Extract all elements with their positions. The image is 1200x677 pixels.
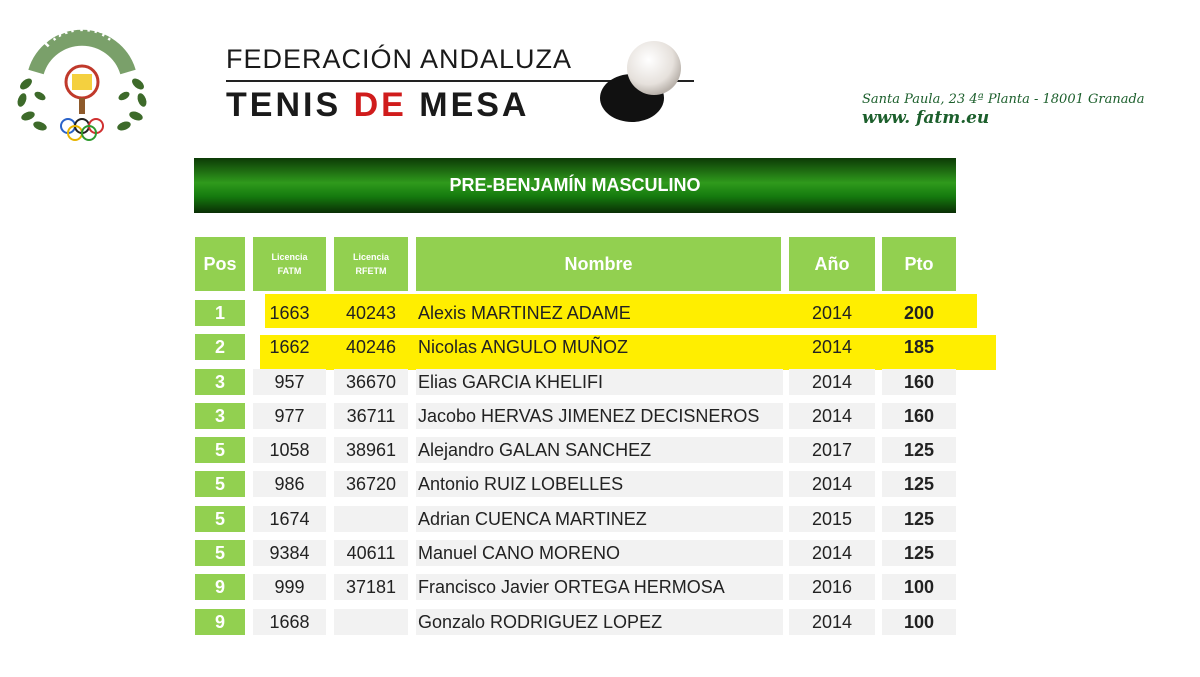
row-9-points: 100 (882, 574, 956, 600)
brand-word-de: DE (353, 86, 407, 124)
row-6-points: 125 (882, 471, 956, 497)
row-6-name: Antonio RUIZ LOBELLES (416, 471, 783, 497)
row-3-rfetm: 36670 (334, 369, 408, 395)
row-6-fatm: 986 (253, 471, 326, 497)
row-1-pos: 1 (195, 300, 245, 326)
row-2-points: 185 (903, 336, 935, 357)
row-5-pos: 5 (195, 437, 245, 463)
address: Santa Paula, 23 4ª Planta - 18001 Granada (862, 92, 1145, 107)
row-2-year: 2014 (811, 336, 853, 357)
row-9-fatm: 999 (253, 574, 326, 600)
row-10-pos: 9 (195, 609, 245, 635)
row-10-year: 2014 (789, 609, 875, 635)
col-header-license-rfetm (334, 237, 408, 291)
row-10-name: Gonzalo RODRIGUEZ LOPEZ (416, 609, 783, 635)
row-2-name: Nicolas ANGULO MUÑOZ (418, 336, 629, 357)
row-1-year: 2014 (811, 302, 853, 323)
category-title: PRE-BENJAMÍN MASCULINO (449, 175, 701, 195)
col-header-license-fatm-line2: FATM (277, 266, 302, 276)
col-header-license-fatm (253, 237, 326, 291)
col-header-pos-label: Pos (203, 253, 237, 274)
col-header-year (789, 237, 875, 291)
row-3-fatm: 957 (253, 369, 326, 395)
website: www. fatm.eu (862, 108, 990, 128)
fatm-seal-icon (10, 22, 154, 148)
brand-word-mesa: MESA (406, 86, 530, 124)
row-8-fatm: 9384 (253, 540, 326, 566)
row-2-rfetm: 40246 (345, 336, 397, 357)
row-3-name: Elias GARCIA KHELIFI (416, 369, 783, 395)
row-8-pos: 5 (195, 540, 245, 566)
row-9-rfetm: 37181 (334, 574, 408, 600)
row-1-points: 200 (903, 302, 935, 323)
col-header-pos (195, 237, 245, 291)
col-header-name-label: Nombre (564, 253, 633, 274)
row-8-rfetm: 40611 (334, 540, 408, 566)
row-4-fatm: 977 (253, 403, 326, 429)
row-6-year: 2014 (789, 471, 875, 497)
row-1-fatm: 1663 (269, 302, 310, 323)
row-7-rfetm (334, 506, 408, 532)
row-6-rfetm: 36720 (334, 471, 408, 497)
row-10-rfetm (334, 609, 408, 635)
row-1-name: Alexis MARTINEZ ADAME (418, 302, 631, 323)
col-header-license-rfetm-line1: Licencia (352, 252, 390, 262)
brand-line-1: FEDERACIÓN ANDALUZA (226, 44, 573, 74)
brand-line-2 (226, 86, 530, 125)
row-9-year: 2016 (789, 574, 875, 600)
row-9-pos: 9 (195, 574, 245, 600)
row-7-name: Adrian CUENCA MARTINEZ (416, 506, 783, 532)
seal-text: F.A.T.M. (39, 22, 119, 51)
row-4-name: Jacobo HERVAS JIMENEZ DECISNEROS (416, 403, 783, 429)
brand-word-tenis: TENIS (226, 86, 354, 124)
row-10-points: 100 (882, 609, 956, 635)
row-8-points: 125 (882, 540, 956, 566)
row-3-pos: 3 (195, 369, 245, 395)
col-header-points-label: Pto (904, 253, 934, 274)
row-5-fatm: 1058 (253, 437, 326, 463)
row-5-points: 125 (882, 437, 956, 463)
row-7-pos: 5 (195, 506, 245, 532)
row-1-rfetm: 40243 (345, 302, 397, 323)
col-header-year-label: Año (814, 253, 850, 274)
row-4-rfetm: 36711 (334, 403, 408, 429)
row-3-points: 160 (882, 369, 956, 395)
col-header-license-fatm-line1: Licencia (271, 252, 308, 262)
row-8-name: Manuel CANO MORENO (416, 540, 783, 566)
col-header-license-rfetm-line2: RFETM (355, 266, 387, 276)
row-4-pos: 3 (195, 403, 245, 429)
row-7-points: 125 (882, 506, 956, 532)
row-9-name: Francisco Javier ORTEGA HERMOSA (416, 574, 783, 600)
row-5-rfetm: 38961 (334, 437, 408, 463)
row-4-year: 2014 (789, 403, 875, 429)
row-6-pos: 5 (195, 471, 245, 497)
row-5-year: 2017 (789, 437, 875, 463)
col-header-points (882, 237, 956, 291)
row-3-year: 2014 (789, 369, 875, 395)
ping-pong-ball-icon (596, 38, 702, 122)
row-7-year: 2015 (789, 506, 875, 532)
row-5-name: Alejandro GALAN SANCHEZ (416, 437, 783, 463)
row-4-points: 160 (882, 403, 956, 429)
row-2-pos: 2 (195, 334, 245, 360)
row-10-fatm: 1668 (253, 609, 326, 635)
row-7-fatm: 1674 (253, 506, 326, 532)
contact-info (862, 92, 1145, 128)
federation-wordmark (226, 38, 706, 128)
row-2-fatm: 1662 (269, 336, 310, 357)
row-8-year: 2014 (789, 540, 875, 566)
col-header-name (416, 237, 781, 291)
category-banner (194, 158, 956, 213)
